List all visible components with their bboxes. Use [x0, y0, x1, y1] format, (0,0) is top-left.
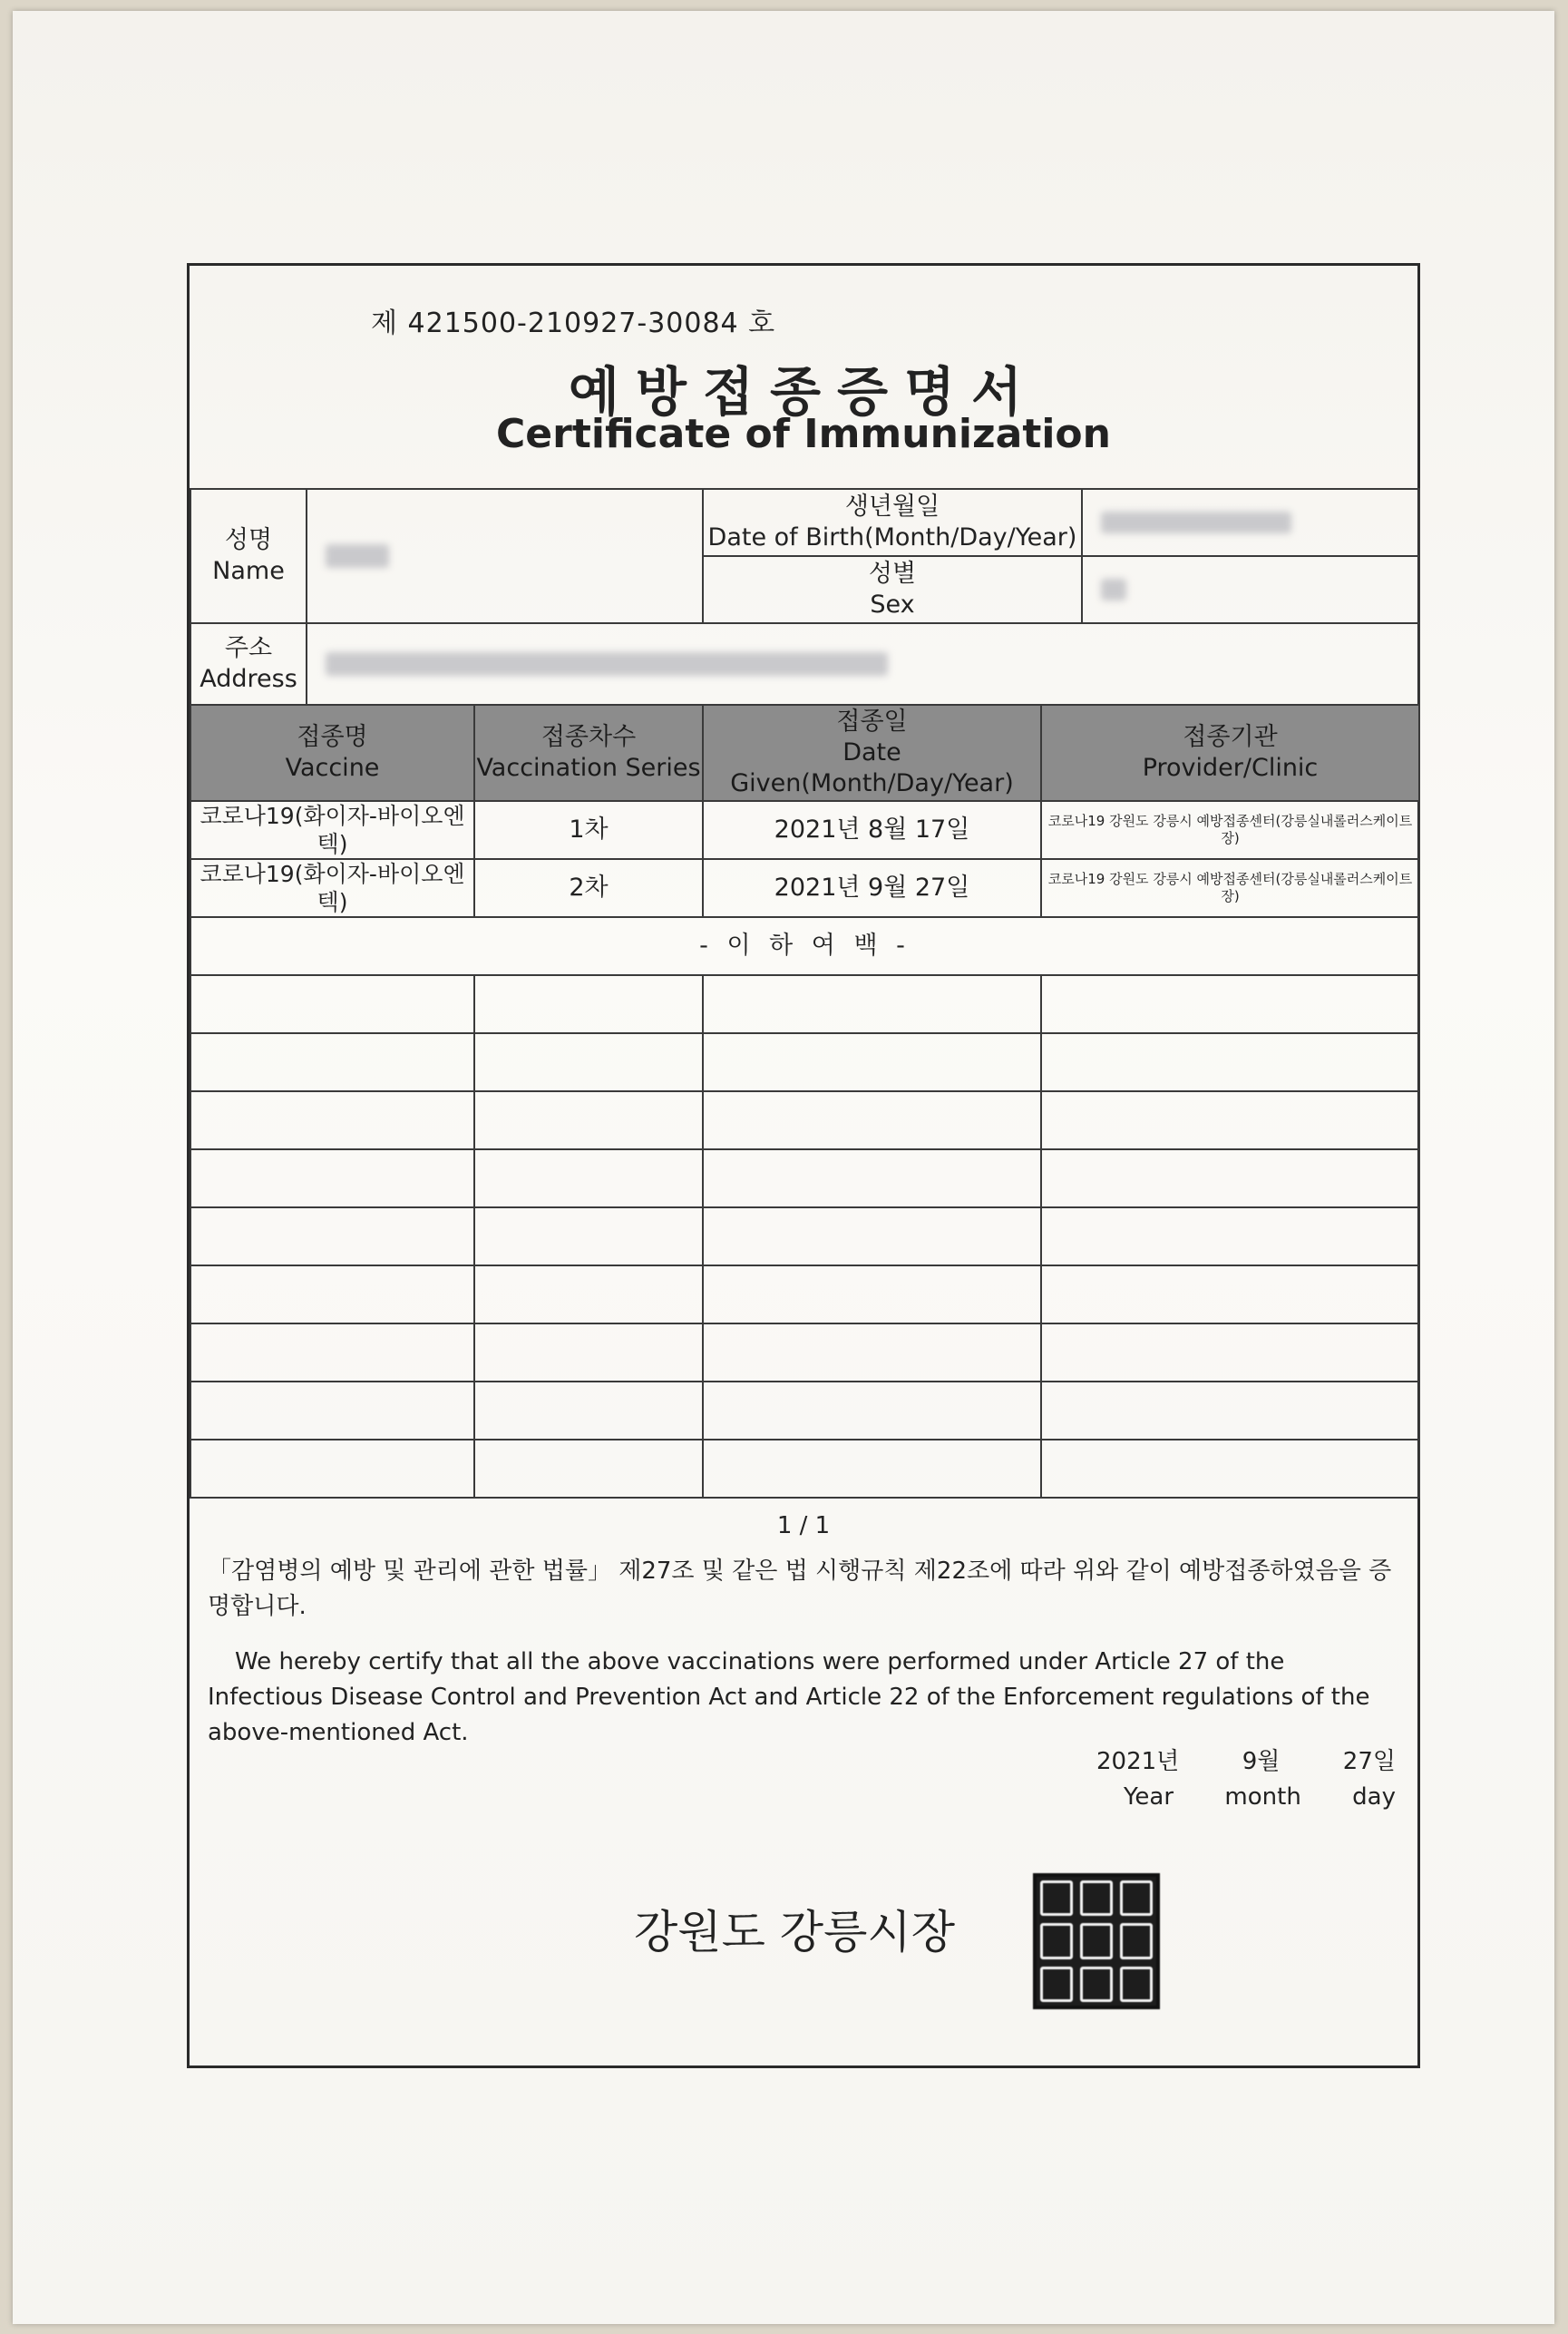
record-2-vaccine: 코로나19(화이자-바이오엔텍) [190, 858, 475, 918]
certification-english: We hereby certify that all the above vaccinations were performed under Article 27 of the Infectious Disease Control and Prevention Act and Article 22 of the Enforcement regulations of the above-mentioned Act. [208, 1648, 1370, 1746]
empty-cell [702, 1439, 1042, 1499]
record-2-series: 2차 [473, 858, 704, 918]
empty-cell [473, 1265, 704, 1324]
title-english: Certificate of Immunization [496, 411, 1111, 457]
redacted-address [326, 652, 888, 676]
empty-cell [473, 1381, 704, 1440]
blank-marker: - 이 하 여 백 - [190, 916, 1420, 976]
header-date: 접종일 Date Given(Month/Day/Year) [702, 704, 1042, 802]
official-seal-icon [1033, 1873, 1160, 2009]
address-value [306, 622, 1420, 706]
empty-cell [473, 1090, 704, 1150]
record-1-vaccine: 코로나19(화이자-바이오엔텍) [190, 800, 475, 860]
empty-cell [473, 1148, 704, 1208]
dob-label: 생년월일 Date of Birth(Month/Day/Year) [702, 488, 1083, 557]
sex-label: 성별 Sex [702, 555, 1083, 624]
empty-cell [1040, 1148, 1420, 1208]
empty-cell [702, 1381, 1042, 1440]
empty-cell [190, 1265, 475, 1324]
empty-cell [473, 974, 704, 1034]
document-number: 제 421500-210927-30084 호 [371, 308, 776, 339]
redacted-dob [1101, 512, 1291, 533]
empty-cell [190, 1206, 475, 1266]
sex-value [1081, 555, 1420, 624]
empty-cell [473, 1439, 704, 1499]
empty-cell [702, 1090, 1042, 1150]
empty-cell [1040, 1439, 1420, 1499]
empty-cell [190, 1032, 475, 1092]
empty-cell [473, 1206, 704, 1266]
header-provider: 접종기관 Provider/Clinic [1040, 704, 1420, 802]
empty-cell [473, 1032, 704, 1092]
record-1-series: 1차 [473, 800, 704, 860]
empty-cell [1040, 1090, 1420, 1150]
name-label: 성명 Name [190, 488, 307, 624]
address-label: 주소 Address [190, 622, 307, 706]
issuer-name: 강원도 강릉시장 [634, 1906, 955, 1958]
empty-cell [702, 1206, 1042, 1266]
dob-value [1081, 488, 1420, 557]
empty-cell [702, 1032, 1042, 1092]
empty-cell [1040, 974, 1420, 1034]
certification-korean: 「감염병의 예방 및 관리에 관한 법률」 제27조 및 같은 법 시행규칙 제22조에 따라 위와 같이 예방접종하였음을 증명합니다. [208, 1558, 1392, 1620]
empty-cell [702, 1323, 1042, 1382]
empty-cell [1040, 1032, 1420, 1092]
empty-cell [190, 974, 475, 1034]
empty-cell [473, 1323, 704, 1382]
record-2-provider: 코로나19 강원도 강릉시 예방접종센터(강릉실내롤러스케이트장) [1040, 858, 1420, 918]
header-series: 접종차수 Vaccination Series [473, 704, 704, 802]
empty-cell [702, 974, 1042, 1034]
redacted-name [326, 544, 389, 568]
empty-cell [190, 1148, 475, 1208]
issue-date: 2021년 9월 27일 Year month day [1096, 1748, 1396, 1811]
page-indicator: 1 / 1 [776, 1512, 831, 1539]
empty-cell [702, 1148, 1042, 1208]
empty-cell [1040, 1381, 1420, 1440]
empty-cell [1040, 1323, 1420, 1382]
name-value [306, 488, 704, 624]
certificate-paper [13, 11, 1554, 2324]
empty-cell [190, 1090, 475, 1150]
record-2-date: 2021년 9월 27일 [702, 858, 1042, 918]
redacted-sex [1101, 579, 1126, 601]
header-vaccine: 접종명 Vaccine [190, 704, 475, 802]
empty-cell [190, 1439, 475, 1499]
empty-cell [190, 1323, 475, 1382]
empty-cell [1040, 1265, 1420, 1324]
record-1-provider: 코로나19 강원도 강릉시 예방접종센터(강릉실내롤러스케이트장) [1040, 800, 1420, 860]
empty-cell [1040, 1206, 1420, 1266]
empty-cell [190, 1381, 475, 1440]
empty-cell [702, 1265, 1042, 1324]
title-korean: 예방접종증명서 [568, 361, 1039, 423]
record-1-date: 2021년 8월 17일 [702, 800, 1042, 860]
certificate-frame [187, 263, 1420, 2068]
